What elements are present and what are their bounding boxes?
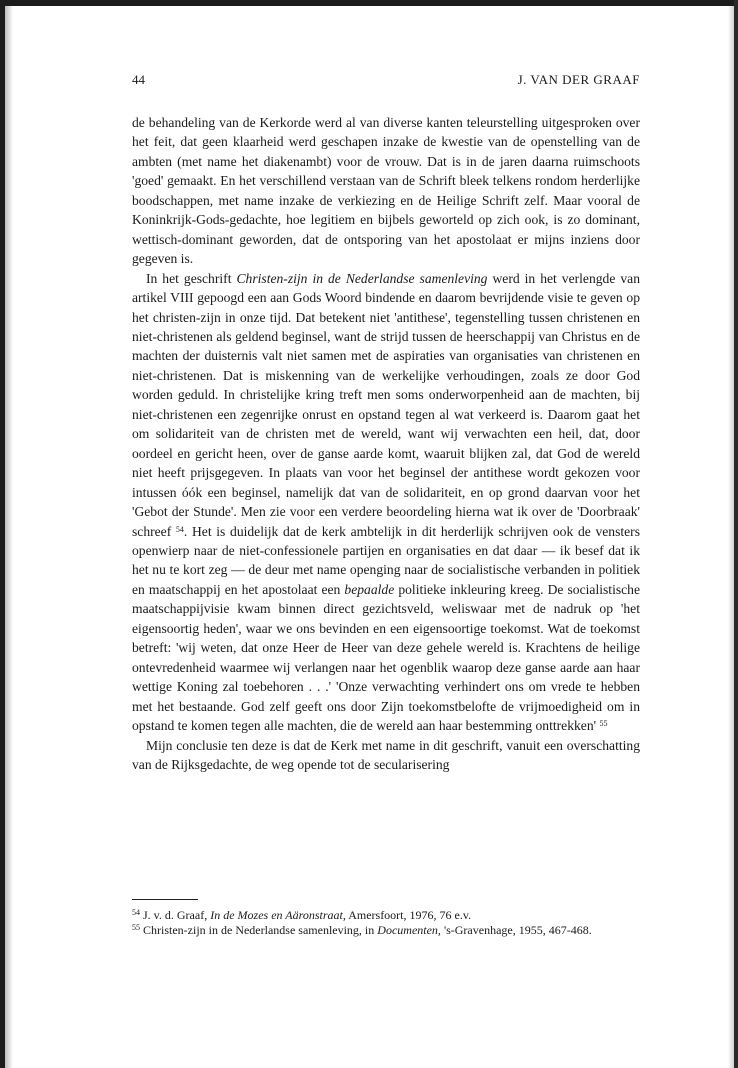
text-run: Amersfoort, 1976, 76 e.v. [345,908,472,922]
text-run: J. v. d. Graaf, [143,908,211,922]
italic-title: Christen-zijn in de Nederlandse samenleving [236,270,488,286]
paragraph-christen-zijn [132,269,640,736]
scan-border-top [0,0,738,6]
text-run: . Het is duidelijk dat de kerk ambtelijk in dit herderlijk schrijven ook de vensters openwierp naar de niet-confessionele partijen en organisaties en dat daar — ik besef dat ik het nu te kort zeg — de deur met name openging naar de socialistische verbanden in politiek en maatschappij en het apostolaat een [132,523,640,597]
footnote-number: 54 [132,908,140,917]
footnote-55 [132,923,640,938]
scan-shadow-left [5,6,13,1068]
text-run: werd in het verlengde van artikel VIII gepoogd een aan Gods Woord bindende en daarom bevrijdende visie te geven op het christen-zijn in onze tijd. Dat betekent niet 'antithese', tegenstelling tussen christenen en niet-christenen als geldend beginsel, want de strijd tussen de heerschappij van Christus en de machten der duisternis valt niet samen met de aspiraties van organisaties van christenen en niet-christenen. Dat is miskenning van de werkelijke verhoudingen, zoals ze door God worden geduld. In christelijke kring treft men soms onderworpenheid aan de machten, bij niet-christenen een zegenrijke onrust en opstand tegen al wat verkeerd is. Daarom gaat het om solidariteit van de christen met de wereld, want wij verwachten een heil, dat, door oordeel en gericht heen, over de ganse aarde komt, waaruit blijken zal, dat God de wereld niet heeft prijsgegeven. In plaats van voor het beginsel der antithese wordt gekozen voor intussen óók een beginsel, namelijk dat van de solidariteit, en op grond daarvan voor het 'Gebot der Stunde'. Men zie voor een verdere beoordeling hierna wat ik over de 'Doorbraak' schreef [132,270,640,539]
scan-shadow-right [728,6,734,1068]
running-head-author: J. VAN DER GRAAF [517,72,640,87]
text-run: politieke inkleuring kreeg. De socialistische maatschappijvisie kwam binnen direct gezichtsveld, weliswaar met de nadruk op 'het eigensoortig heden', waar we ons bevinden en een eigensoortige toekomst. Wat de toekomst betreft: 'wij weten, dat onze Heer de Heer van deze gehele wereld is. Krachtens de heilige ontevredenheid waarmee wij verlangen naar het ogenblik waarop deze ganse aarde aan haar wettige Koning zal toebehoren . . .' 'Onze verwachting verhindert ons om vrede te hebben met het bestaande. God zelf geeft ons door Zijn toekomstbelofte de vrijmoedigheid om in opstand te komen tegen alle machten, die de wereld aan haar bestemming onttrekken' [132,581,640,734]
scan-border-right [734,0,738,1068]
italic-word: bepaalde [344,581,395,597]
footnote-54 [132,908,640,923]
footnote-number: 55 [132,923,140,932]
footnote-divider [132,899,198,900]
text-run: Christen-zijn in de Nederlandse samenleving, in [143,923,378,937]
page-number: 44 [132,72,145,87]
paragraph-conclusie: Mijn conclusie ten deze is dat de Kerk met name in dit geschrift, vanuit een overschatting van de Rijksgedachte, de weg opende tot de secularisering [132,737,640,772]
italic-title: Documenten, [377,923,441,937]
running-header [132,72,640,92]
text-run: In het geschrift [146,270,237,286]
paragraph-continued: de behandeling van de Kerkorde werd al van diverse kanten teleurstelling uitgesproken over het feit, dat geen klaarheid werd geschapen inzake de kwestie van de openstelling van de ambten (met name het diakenambt) voor de vrouw. Dat is in de jaren daarna ruimschoots 'goed' gemaakt. En het verschillend verstaan van de Schrift bleek telkens rondom herderlijke boodschappen, met name inzake de verkiezing en de Heilige Schrift zelf. Maar vooral de Koninkrijk-Gods-gedachte, hoe legitiem en bijbels geworteld op zich ook, is zo dominant, wettisch-dominant geworden, dat de ontsporing van het apostolaat er mijns inziens door gegeven is. [132,115,640,267]
text-run: 's-Gravenhage, 1955, 467-468. [440,923,592,937]
footnotes [132,908,640,938]
italic-title: In de Mozes en Aäronstraat, [210,908,346,922]
body-text [132,113,640,774]
footnote-ref-55: 55 [599,719,608,729]
footnote-ref-54: 54 [175,524,184,534]
